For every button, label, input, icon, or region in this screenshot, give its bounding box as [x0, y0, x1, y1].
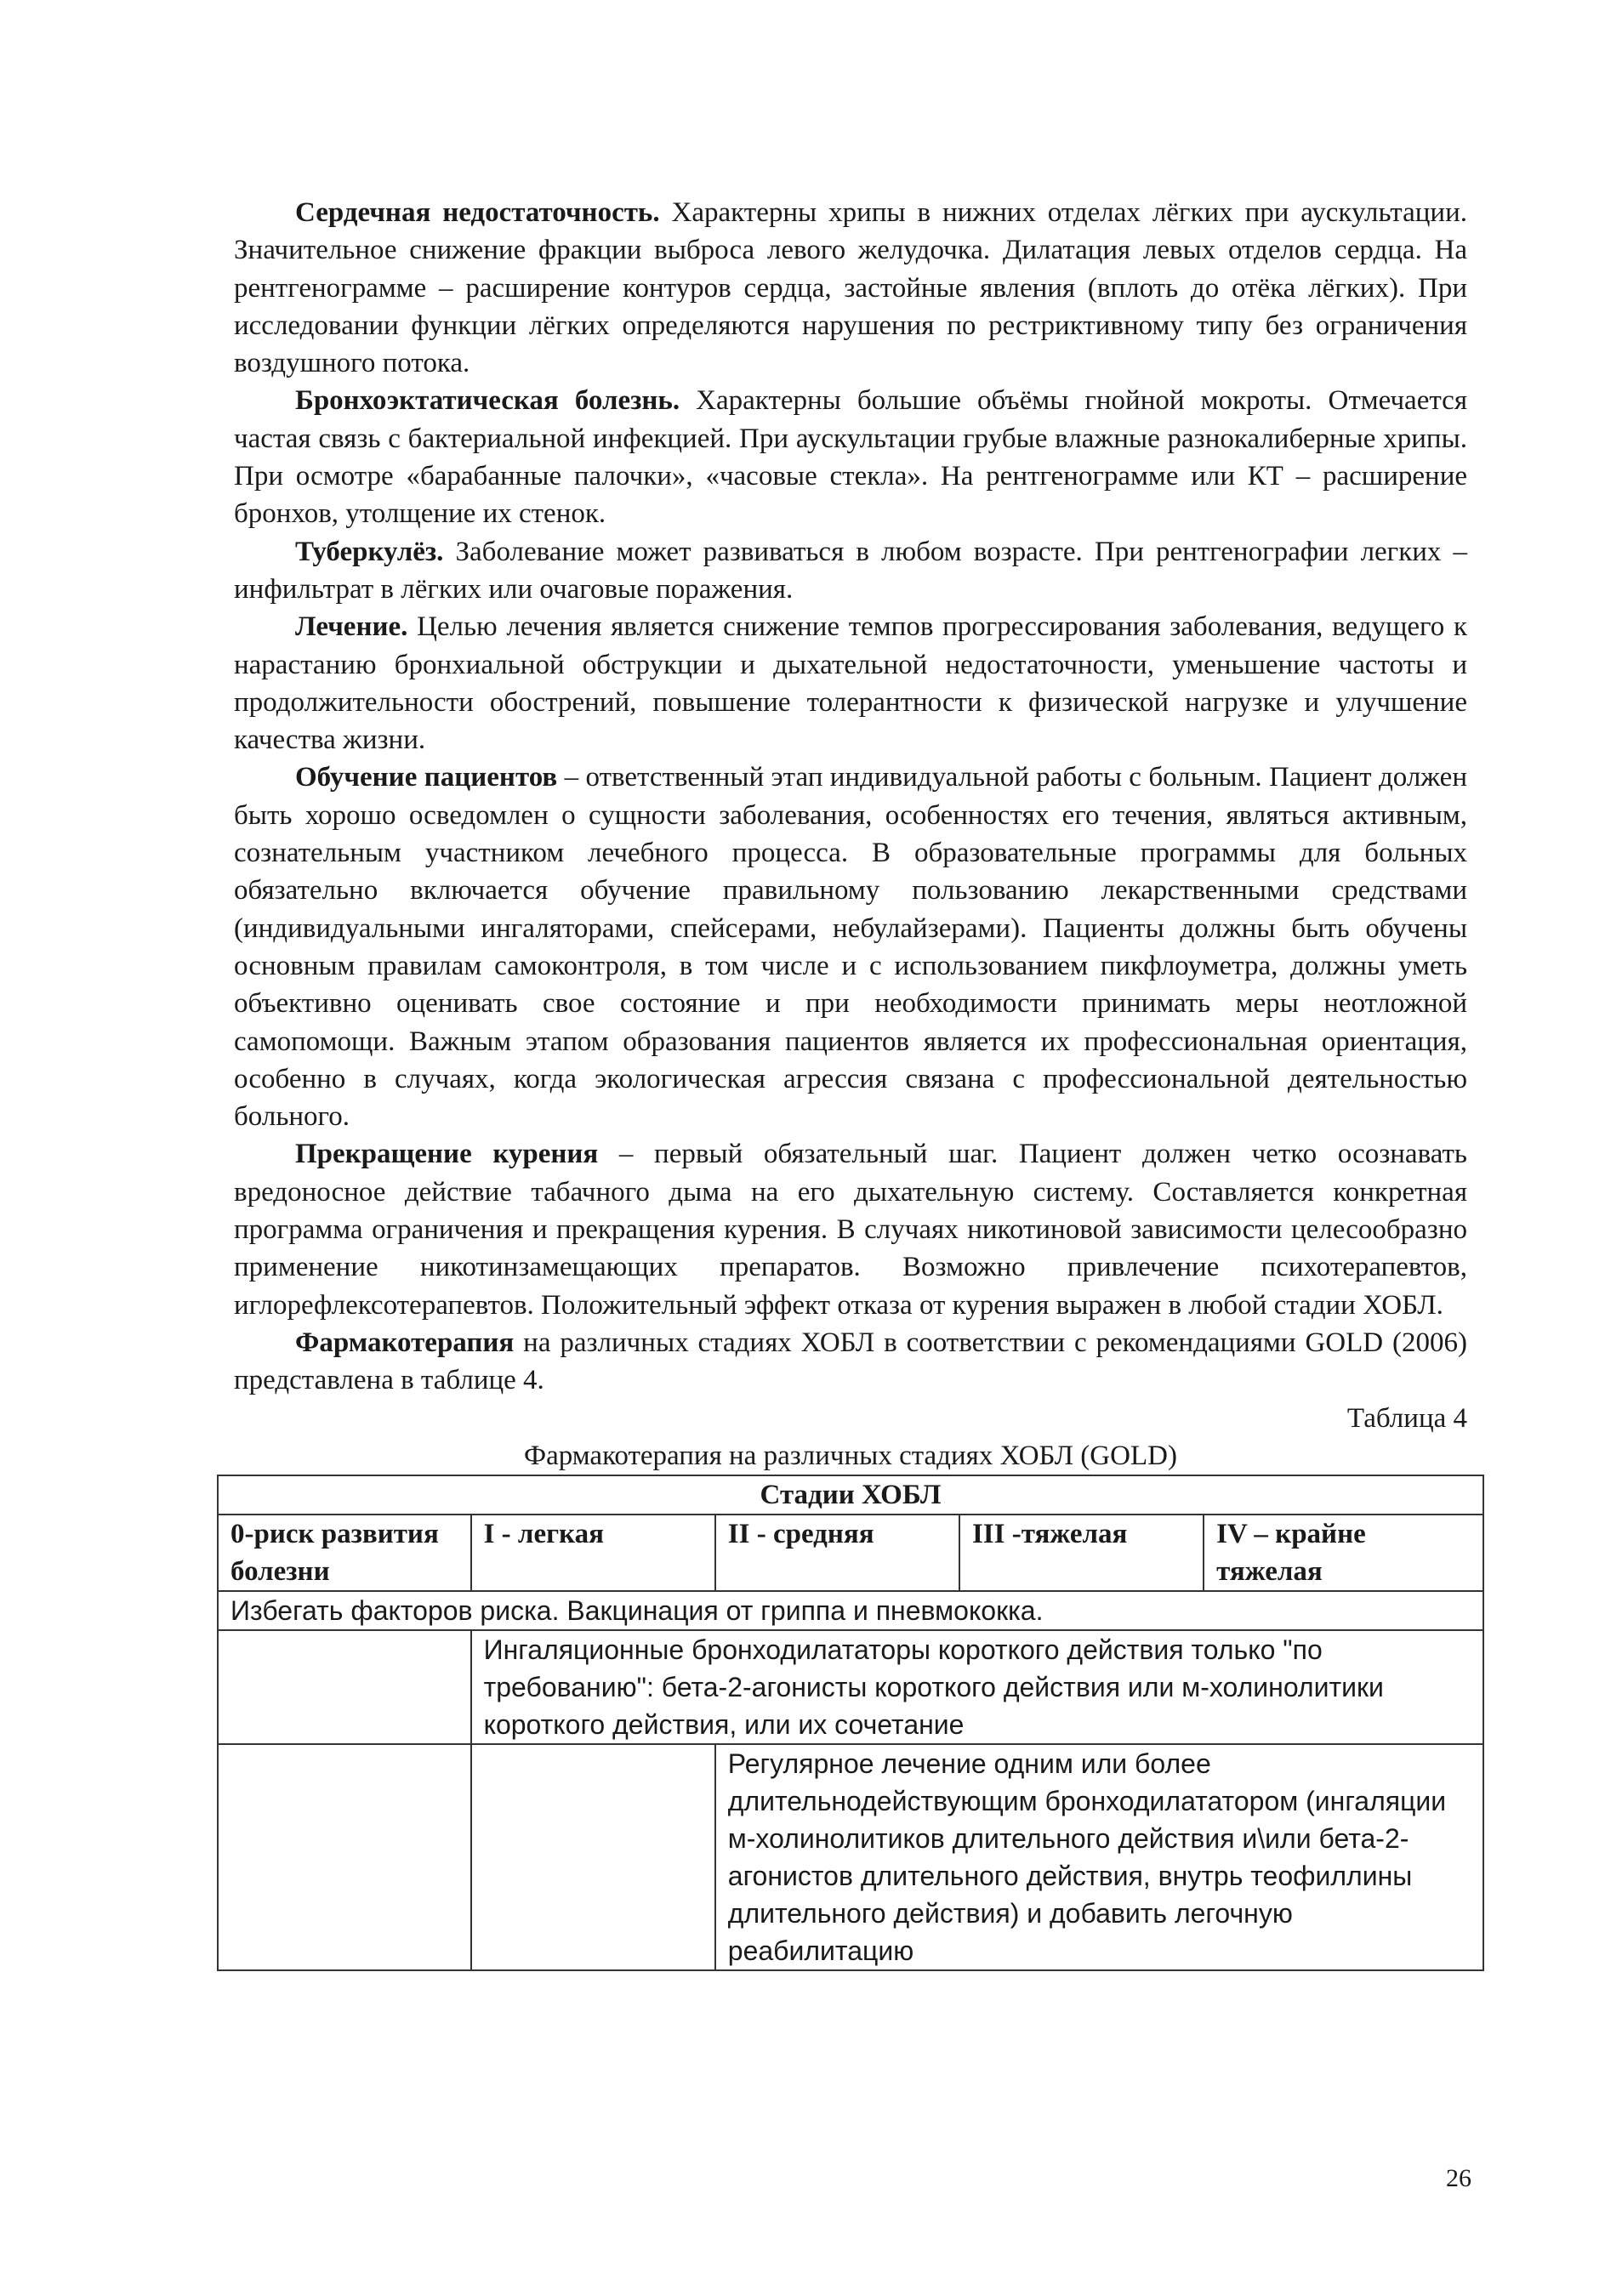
row-short-acting [218, 1630, 1483, 1744]
table-number: Таблица 4 [1346, 1402, 1467, 1434]
paragraph-text: Целью лечения является снижение темпов прогрессирования заболевания, ведущего к нарастанию бронхиальной обструкции и дыхательной недостаточности, уменьшение частоты и продолжительности обострений, повышение толерантности к физической нагрузке и улучшение качества жизни. [234, 611, 1467, 756]
paragraph-heading: Прекращение курения [295, 1139, 599, 1170]
paragraph-patient-education [234, 759, 1467, 1135]
stage-cell-2: II - средняя [715, 1515, 959, 1591]
cell-short-acting: Ингаляционные бронходилататоры короткого действия только "по требованию": бета-2-агонисты короткого действия или м-холинолитики короткого действия, или их сочетание [471, 1630, 1483, 1744]
paragraph-text: Характерны большие объёмы гнойной мокроты. Отмечается частая связь с бактериальной инфекцией. При аускультации грубые влажные разнокалиберные хрипы. При осмотре «барабанные палочки», «часовые стекла». На рентгенограмме или КТ – расширение бронхов, утолщение их стенок. [234, 385, 1468, 530]
table-header-row [218, 1475, 1483, 1515]
empty-cell [218, 1630, 471, 1744]
paragraph-text: на различных стадиях ХОБЛ в соответствии с рекомендациями GOLD (2006) представлена в таблице 4. [234, 1327, 1467, 1396]
paragraph-heading: Сердечная недостаточность. [295, 197, 660, 228]
empty-cell [471, 1744, 715, 1970]
stage-cell-0: 0-риск развития болезни [218, 1515, 471, 1591]
cell-long-acting: Регулярное лечение одним или более длительнодействующим бронходилататором (ингаляции м-холинолитиков длительного действия и\или бета-2-агонистов длительного действия, внутрь теофиллины длительного действия) и добавить легочную реабилитацию [715, 1744, 1483, 1970]
table-title: Фармакотерапия на различных стадиях ХОБЛ (GOLD) [524, 1440, 1177, 1471]
gold-stages-table [217, 1475, 1484, 1971]
paragraph-pharmacotherapy [234, 1324, 1467, 1400]
paragraph-text: – первый обязательный шаг. Пациент должен четко осознавать вредоносное действие табачного дыма на его дыхательную систему. Составляется конкретная программа ограничения и прекращения курения. В случаях никотиновой зависимости целесообразно применение никотинзамещающих препаратов. Возможно привлечение психотерапевтов, иглорефлексотерапевтов. Положительный эффект отказа от курения выражен в любой стадии ХОБЛ. [234, 1139, 1467, 1321]
paragraph-text: Заболевание может развиваться в любом возрасте. При рентгенографии легких – инфильтрат в лёгких или очаговые поражения. [234, 536, 1467, 605]
paragraph-heading: Фармакотерапия [295, 1327, 515, 1358]
row-all-stages [218, 1591, 1483, 1630]
stage-cell-1: I - легкая [471, 1515, 715, 1591]
empty-cell [218, 1744, 471, 1970]
stage-cell-3: III -тяжелая [959, 1515, 1204, 1591]
stages-row [218, 1515, 1483, 1591]
paragraph-heart-failure [234, 194, 1467, 382]
stage-cell-4: IV – крайне тяжелая [1204, 1515, 1483, 1591]
paragraph-heading: Бронхоэктатическая болезнь. [295, 385, 680, 417]
paragraph-treatment [234, 608, 1467, 759]
paragraph-bronchiectasis [234, 382, 1467, 532]
cell-avoid-risk: Избегать факторов риска. Вакцинация от гриппа и пневмококка. [218, 1591, 1483, 1630]
paragraph-heading: Лечение. [295, 611, 408, 643]
paragraph-heading: Обучение пациентов [295, 762, 558, 793]
paragraph-text: – ответственный этап индивидуальной работы с больным. Пациент должен быть хорошо осведомлен о сущности заболевания, особенностях его течения, являться активным, сознательным участником лечебного процесса. В образовательные программы для больных обязательно включается обучение правильному пользованию лекарственными средствами (индивидуальными ингаляторами, спейсерами, небулайзерами). Пациенты должны быть обучены основным правилам самоконтроля, в том числе и с использованием пикфлоуметра, должны уметь объективно оценивать свое состояние и при необходимости принимать меры неотложной самопомощи. Важным этапом образования пациентов является их профессиональная ориентация, особенно в случаях, когда экологическая агрессия связана с профессиональной деятельностью больного. [234, 762, 1467, 1133]
row-long-acting [218, 1744, 1483, 1970]
table-header-cell: Стадии ХОБЛ [218, 1475, 1483, 1515]
page-content [230, 194, 1468, 1971]
paragraph-text: Характерны хрипы в нижних отделах лёгких при аускультации. Значительное снижение фракции выброса левого желудочка. Дилатация левых отделов сердца. На рентгенограмме – расширение контуров сердца, застойные явления (вплоть до отёка лёгких). При исследовании функции лёгких определяются нарушения по рестриктивному типу без ограничения воздушного потока. [234, 197, 1467, 379]
page-number: 26 [1446, 2164, 1471, 2192]
paragraph-smoking-cessation [234, 1135, 1467, 1323]
paragraph-tuberculosis [234, 533, 1467, 609]
paragraph-heading: Туберкулёз. [295, 536, 444, 567]
